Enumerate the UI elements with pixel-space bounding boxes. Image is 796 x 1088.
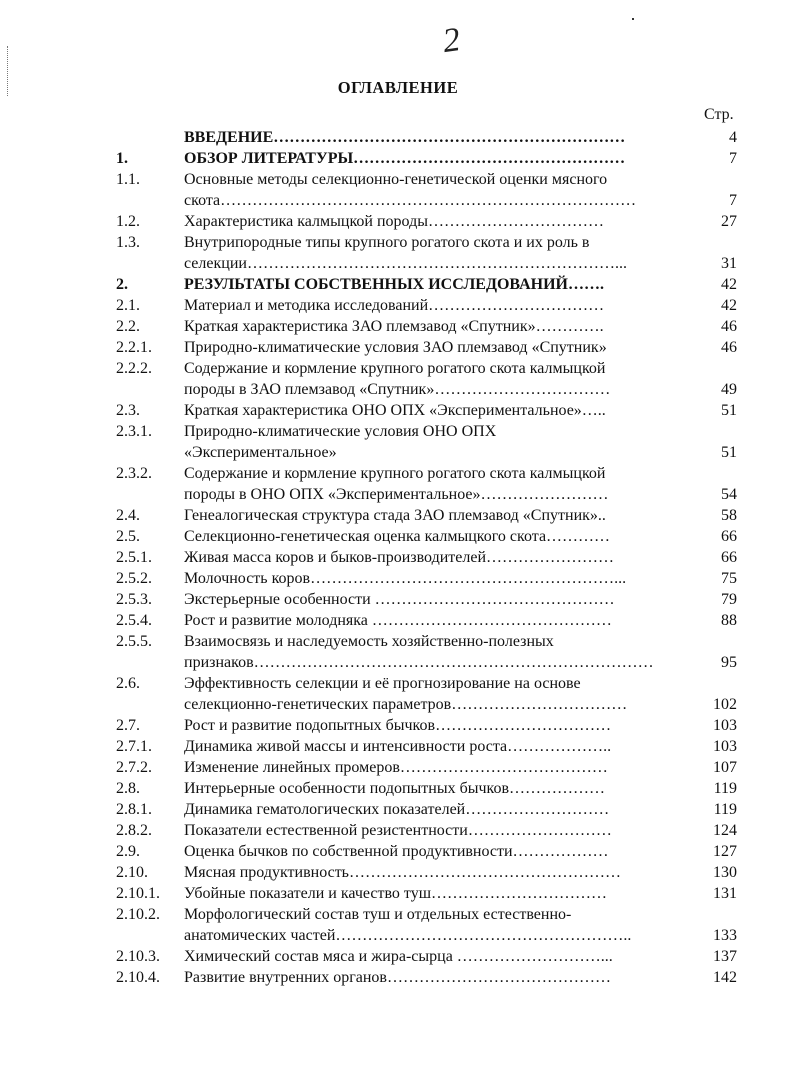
toc-entry — [116, 883, 756, 904]
toc-entry-title — [184, 568, 684, 589]
toc-entry-title — [184, 715, 684, 736]
toc-entry-page: 46 — [721, 339, 737, 356]
toc-entry-title-line: «Экспериментальное» — [184, 444, 337, 461]
toc-entry-title-line: Рост и развитие молодняка ……………………………………… — [184, 612, 612, 629]
stray-mark — [632, 18, 634, 20]
toc-entry-number: 1.2. — [116, 213, 140, 230]
toc-entry-title — [184, 904, 684, 946]
toc-entry-page: 103 — [713, 717, 737, 734]
toc-entry — [116, 946, 756, 967]
toc-entry-title-line: породы в ОНО ОПХ «Экспериментальное»…………………… — [184, 486, 609, 503]
toc-entry-title-line: Селекционно-генетическая оценка калмыцкого скота………… — [184, 528, 611, 545]
toc-entry-page: 51 — [721, 444, 737, 461]
toc-entry — [116, 421, 756, 463]
toc-entry-number: 2.5. — [116, 528, 140, 545]
toc-entry-page: 54 — [721, 486, 737, 503]
toc-entry-title-line: Эффективность селекции и её прогнозирование на основе — [184, 675, 581, 692]
toc-entry-page: 66 — [721, 549, 737, 566]
toc-entry-number: 2.5.1. — [116, 549, 152, 566]
toc-entry-title — [184, 274, 684, 295]
toc-entry-page: 51 — [721, 402, 737, 419]
toc-entry-number: 2.9. — [116, 843, 140, 860]
toc-entry-title — [184, 169, 684, 211]
toc-entry-page: 133 — [713, 927, 737, 944]
toc-entry — [116, 337, 756, 358]
toc-entry-title — [184, 736, 684, 757]
toc-entry-title-line: Интерьерные особенности подопытных бычков……………… — [184, 780, 606, 797]
toc-entry-title-line: Взаимосвязь и наследуемость хозяйственно-полезных — [184, 633, 554, 650]
toc-entry-title — [184, 862, 684, 883]
toc-entry-number: 2.6. — [116, 675, 140, 692]
toc-entry — [116, 274, 756, 295]
toc-entry-title-line: Содержание и кормление крупного рогатого скота калмыцкой — [184, 465, 606, 482]
toc-entry-title — [184, 316, 684, 337]
toc-entry-number: 2.5.2. — [116, 570, 152, 587]
toc-entry-title-line: Живая масса коров и быков-производителей…………………… — [184, 549, 615, 566]
toc-entry-title — [184, 463, 684, 505]
toc-entry-number: 1. — [116, 150, 128, 167]
toc-entry-title — [184, 883, 684, 904]
toc-entry-number: 2. — [116, 276, 128, 293]
toc-entry-title-line: Генеалогическая структура стада ЗАО племзавод «Спутник».. — [184, 507, 606, 524]
toc-entry-title — [184, 673, 684, 715]
toc-entry-number: 2.3. — [116, 402, 140, 419]
toc-entry-title — [184, 757, 684, 778]
toc-entry-title-line: Убойные показатели и качество туш…………………………… — [184, 885, 608, 902]
toc-entry-title-line: ОБЗОР ЛИТЕРАТУРЫ…………………………………………… — [184, 150, 626, 167]
toc-entry — [116, 463, 756, 505]
toc-entry — [116, 568, 756, 589]
toc-entry-page: 107 — [713, 759, 737, 776]
toc-entry-title — [184, 946, 684, 967]
toc-entry-number: 2.10.4. — [116, 969, 160, 986]
toc-title: ОГЛАВЛЕНИЕ — [337, 78, 459, 97]
toc-entry-page: 7 — [729, 150, 737, 167]
toc-entry-title-line: Природно-климатические условия ЗАО племзавод «Спутник» — [184, 339, 607, 356]
toc-entry-title — [184, 400, 684, 421]
toc-entry-title — [184, 631, 684, 673]
toc-entry-title-line: Молочность коров…………………………………………………... — [184, 570, 627, 587]
toc-entry-title-line: Характеристика калмыцкой породы…………………………… — [184, 213, 604, 230]
toc-entry-page: 103 — [713, 738, 737, 755]
toc-entry — [116, 169, 756, 211]
toc-entry-title-line: признаков………………………………………………………………… — [184, 654, 654, 671]
toc-entry-title-line: селекции……………………………………………………………... — [184, 255, 627, 272]
toc-entry-title — [184, 526, 684, 547]
toc-entry — [116, 841, 756, 862]
toc-entry-title — [184, 295, 684, 316]
toc-entry — [116, 589, 756, 610]
toc-entry-title — [184, 799, 684, 820]
toc-entry-title — [184, 547, 684, 568]
toc-entry-title-line: ВВЕДЕНИЕ………………………………………………………… — [184, 129, 626, 146]
toc-entry — [116, 295, 756, 316]
toc-entry — [116, 736, 756, 757]
toc-entry — [116, 526, 756, 547]
toc-entry — [116, 148, 756, 169]
toc-entry-number: 2.2.1. — [116, 339, 152, 356]
toc-entry-title — [184, 820, 684, 841]
toc-entry-title-line: Основные методы селекционно-генетической оценки мясного — [184, 171, 608, 188]
toc-entry — [116, 967, 756, 988]
toc-entry-number: 2.8.2. — [116, 822, 152, 839]
toc-entry-page: 127 — [713, 843, 737, 860]
toc-entry-title — [184, 841, 684, 862]
toc-entry-page: 119 — [713, 780, 737, 797]
toc-entry-title — [184, 610, 684, 631]
toc-entry-title-line: Динамика гематологических показателей……………………… — [184, 801, 610, 818]
toc-entry-title-line: анатомических частей……………………………………………….. — [184, 927, 632, 944]
toc-entry — [116, 862, 756, 883]
toc-entry-title — [184, 148, 684, 169]
toc-entry-page: 66 — [721, 528, 737, 545]
toc-entry-title — [184, 967, 684, 988]
toc-entry-page: 7 — [729, 192, 737, 209]
toc-entry-title-line: Оценка бычков по собственной продуктивности……………… — [184, 843, 609, 860]
toc-entry-title — [184, 358, 684, 400]
toc-entry-page: 27 — [721, 213, 737, 230]
toc-entry — [116, 316, 756, 337]
toc-entry-page: 75 — [721, 570, 737, 587]
toc-entry-number: 2.3.1. — [116, 423, 152, 440]
toc-entry — [116, 757, 756, 778]
toc-entry-number: 2.3.2. — [116, 465, 152, 482]
toc-entry-title-line: Развитие внутренних органов…………………………………… — [184, 969, 611, 986]
toc-entry-title-line: Мясная продуктивность…………………………………………… — [184, 864, 621, 881]
toc-entry-number: 1.3. — [116, 234, 140, 251]
toc-entry-number: 2.1. — [116, 297, 140, 314]
toc-entry-title — [184, 232, 684, 274]
toc-entry — [116, 673, 756, 715]
toc-entry-page: 130 — [713, 864, 737, 881]
toc-entry-number: 2.7.1. — [116, 738, 152, 755]
toc-entry-title — [184, 127, 684, 148]
toc-entry-number: 2.10.2. — [116, 906, 160, 923]
toc-entry-title-line: Краткая характеристика ЗАО племзавод «Спутник»…………. — [184, 318, 604, 335]
toc-entry-number: 1.1. — [116, 171, 140, 188]
toc-entry-title-line: РЕЗУЛЬТАТЫ СОБСТВЕННЫХ ИССЛЕДОВАНИЙ……. — [184, 276, 604, 293]
toc-entry-page: 102 — [713, 696, 737, 713]
toc-entry — [116, 715, 756, 736]
toc-entry-page: 131 — [713, 885, 737, 902]
toc-entry-title — [184, 211, 684, 232]
toc-entry-title-line: Внутрипородные типы крупного рогатого скота и их роль в — [184, 234, 590, 251]
toc-entry — [116, 547, 756, 568]
toc-entry-number: 2.8. — [116, 780, 140, 797]
toc-entry-number: 2.7. — [116, 717, 140, 734]
toc-entry-number: 2.2.2. — [116, 360, 152, 377]
toc-entry-number: 2.4. — [116, 507, 140, 524]
toc-entry — [116, 820, 756, 841]
toc-entry — [116, 505, 756, 526]
table-of-contents — [116, 127, 756, 988]
toc-entry-page: 46 — [721, 318, 737, 335]
toc-entry — [116, 358, 756, 400]
toc-entry-page: 137 — [713, 948, 737, 965]
toc-entry-page: 4 — [729, 129, 737, 146]
toc-entry-page: 42 — [721, 276, 737, 293]
toc-entry — [116, 127, 756, 148]
toc-entry-page: 49 — [721, 381, 737, 398]
toc-entry-title-line: Показатели естественной резистентности……………………… — [184, 822, 612, 839]
toc-entry — [116, 400, 756, 421]
toc-entry-number: 2.5.5. — [116, 633, 152, 650]
toc-entry-number: 2.8.1. — [116, 801, 152, 818]
toc-entry-title-line: Содержание и кормление крупного рогатого скота калмыцкой — [184, 360, 606, 377]
toc-entry-page: 42 — [721, 297, 737, 314]
toc-entry-page: 88 — [721, 612, 737, 629]
toc-entry-page: 79 — [721, 591, 737, 608]
toc-entry-title-line: селекционно-генетических параметров…………………………… — [184, 696, 628, 713]
toc-entry-page: 58 — [721, 507, 737, 524]
toc-entry — [116, 631, 756, 673]
toc-entry-title-line: Химический состав мяса и жира-сырца ………………………... — [184, 948, 613, 965]
toc-entry-title-line: Морфологический состав туш и отдельных естественно- — [184, 906, 572, 923]
toc-entry-title-line: Природно-климатические условия ОНО ОПХ — [184, 423, 497, 440]
toc-entry-number: 2.7.2. — [116, 759, 152, 776]
toc-entry — [116, 904, 756, 946]
toc-entry-page: 31 — [721, 255, 737, 272]
handwritten-page-number: 2 — [440, 21, 463, 61]
toc-entry-number: 2.10.1. — [116, 885, 160, 902]
toc-entry-page: 124 — [713, 822, 737, 839]
toc-entry-number: 2.10. — [116, 864, 148, 881]
toc-entry-number: 2.5.3. — [116, 591, 152, 608]
toc-entry-number — [116, 127, 182, 148]
toc-entry-title-line: скота…………………………………………………………………… — [184, 192, 637, 209]
toc-entry-title-line: Рост и развитие подопытных бычков…………………………… — [184, 717, 612, 734]
toc-entry-page: 119 — [713, 801, 737, 818]
toc-entry-title — [184, 778, 684, 799]
toc-entry-number: 2.2. — [116, 318, 140, 335]
page-column-header: Стр. — [704, 106, 734, 123]
toc-entry-title-line: Материал и методика исследований…………………………… — [184, 297, 605, 314]
toc-entry-title — [184, 337, 684, 358]
toc-entry-title-line: Динамика живой массы и интенсивности роста……………….. — [184, 738, 612, 755]
toc-entry-title — [184, 505, 684, 526]
toc-entry-title-line: Экстерьерные особенности ……………………………………… — [184, 591, 615, 608]
toc-entry-page: 95 — [721, 654, 737, 671]
toc-entry-title — [184, 589, 684, 610]
toc-entry — [116, 232, 756, 274]
toc-entry-title-line: Изменение линейных промеров………………………………… — [184, 759, 608, 776]
toc-entry — [116, 778, 756, 799]
toc-entry-page: 142 — [713, 969, 737, 986]
toc-entry-number: 2.10.3. — [116, 948, 160, 965]
toc-entry-title-line: породы в ЗАО племзавод «Спутник»…………………………… — [184, 381, 611, 398]
toc-entry-title — [184, 421, 684, 463]
toc-entry-number: 2.5.4. — [116, 612, 152, 629]
toc-entry — [116, 799, 756, 820]
toc-entry — [116, 610, 756, 631]
toc-entry-title-line: Краткая характеристика ОНО ОПХ «Экспериментальное»….. — [184, 402, 606, 419]
toc-entry — [116, 211, 756, 232]
